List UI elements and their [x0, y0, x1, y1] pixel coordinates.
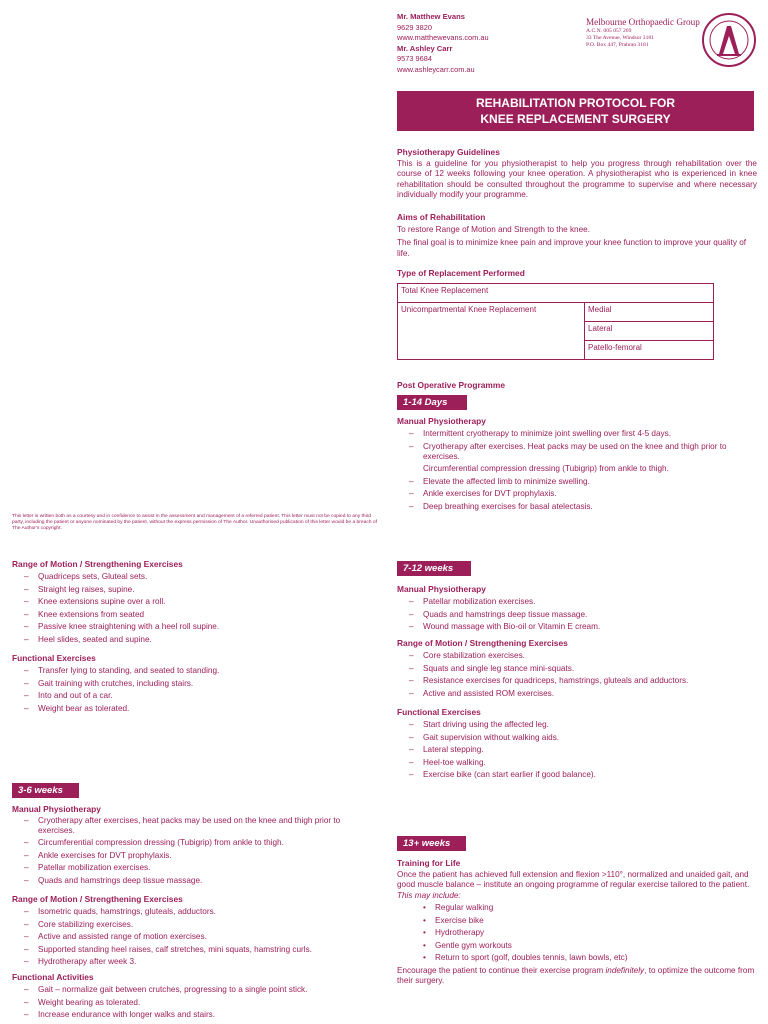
- list-item: – Squats and single leg stance mini-squats.: [397, 663, 759, 676]
- carr-name: Mr. Ashley Carr: [397, 43, 453, 53]
- list-item: – Wound massage with Bio-oil or Vitamin E cream.: [397, 621, 759, 634]
- list-item: – Deep breathing exercises for basal atelectasis.: [397, 501, 759, 514]
- aims-text-2: The final goal is to minimize knee pain and improve your knee function to improve your quality of life.: [397, 238, 747, 258]
- title-line-1: REHABILITATION PROTOCOL FOR: [475, 96, 676, 110]
- phase-7-12-manual-section: [397, 584, 759, 634]
- list-item: – Knee extensions supine over a roll.: [12, 596, 377, 609]
- list-item: – Elevate the affected limb to minimize swelling.: [397, 476, 759, 489]
- list-item: – Core stabilization exercises.: [397, 650, 759, 663]
- list-item: – Resistance exercises for quadriceps, hamstrings, gluteals and adductors.: [397, 675, 759, 688]
- phase-3-6-label: 3-6 weeks: [12, 783, 79, 798]
- lateral-cell[interactable]: Lateral: [585, 322, 714, 341]
- closing-text-end: , to optimize the outcome from their surgery.: [397, 965, 755, 985]
- phase-7-12-rom-heading: Range of Motion / Strengthening Exercises: [397, 638, 568, 648]
- closing-text-start: Encourage the patient to continue their exercise program: [397, 965, 606, 975]
- training-for-life-text: Once the patient has achieved full extension and flexion >110°, normalized and unaided gait, and good muscle balance – institute an ongoing programme of regular exercise tailored to the patient.: [397, 870, 750, 889]
- list-item: – Active and assisted range of motion exercises.: [12, 931, 377, 944]
- post-op-heading: Post Operative Programme: [397, 380, 505, 390]
- disclaimer: This letter is written both as a courtesy and in confidence to assist in the assessment and management of a referred patient. This letter must not be copied to any third party, including the patient or anyone nominated by the patient, without the express permission of The Author. Unauthorised publication of this letter would be a breach of The Author's copyright.: [12, 514, 377, 532]
- title-banner: [397, 91, 754, 131]
- unicompartmental-cell[interactable]: Unicompartmental Knee Replacement: [398, 303, 585, 360]
- group-po-box: P.O. Box 447, Prahran 3181: [586, 42, 649, 48]
- physio-guidelines-heading: Physiotherapy Guidelines: [397, 147, 500, 157]
- list-item: – Active and assisted ROM exercises.: [397, 688, 759, 701]
- list-item: – Core stabilizing exercises.: [12, 919, 377, 932]
- list-item: Circumferential compression dressing (Tubigrip) from ankle to thigh.: [423, 464, 669, 474]
- phase-1-14-rom-heading: Range of Motion / Strengthening Exercises: [12, 559, 183, 569]
- list-item: • Return to sport (golf, doubles tennis, lawn bowls, etc): [397, 952, 759, 965]
- aims-text-1: To restore Range of Motion and Strength to the knee.: [397, 225, 590, 234]
- list-item: – Weight bearing as tolerated.: [12, 997, 377, 1010]
- phase-3-6-manual-heading: Manual Physiotherapy: [12, 804, 101, 814]
- carr-phone: 9573 9684: [397, 54, 432, 63]
- list-item: – Hydrotherapy after week 3.: [12, 956, 377, 969]
- closing-text-emphasis: indefinitely: [605, 965, 645, 975]
- phase-13-label: 13+ weeks: [397, 836, 466, 851]
- phase-7-12-func-heading: Functional Exercises: [397, 707, 481, 717]
- phase-3-6-rom-heading: Range of Motion / Strengthening Exercises: [12, 894, 183, 904]
- list-item: – Straight leg raises, supine.: [12, 584, 377, 597]
- closing-text: [397, 966, 759, 986]
- evans-name: Mr. Matthew Evans: [397, 12, 465, 21]
- list-item: – Heel-toe walking.: [397, 757, 759, 770]
- list-item: – Quadriceps sets, Gluteal sets.: [12, 571, 377, 584]
- physio-guidelines-text: This is a guideline for you physiotherapist to help you progress through rehabilitation over the course of 12 weeks following your knee operation. A physiotherapist who is experienced in knee rehabilitation should be consulted throughout the programme to supervise and where necessary individually modify your programme.: [397, 159, 757, 200]
- list-item: – Cryotherapy after exercises, heat packs may be used on the knee and thigh prior to exercises.: [12, 816, 377, 835]
- list-item: – Start driving using the affected leg.: [397, 719, 759, 732]
- list-item: – Knee extensions from seated: [12, 609, 377, 622]
- group-address: [586, 17, 706, 49]
- evans-website-link[interactable]: www.matthewevans.com.au: [397, 33, 489, 42]
- phase-1-14-rom-section: [12, 559, 377, 647]
- aims-heading: Aims of Rehabilitation: [397, 212, 486, 222]
- list-item: – Intermittent cryotherapy to minimize joint swelling over first 4-5 days.: [397, 428, 759, 441]
- list-item: – Gait supervision without walking aids.: [397, 732, 759, 745]
- phase-1-14-func-section: [12, 653, 377, 715]
- list-item: – Increase endurance with longer walks and stairs.: [12, 1009, 377, 1022]
- patello-femoral-cell[interactable]: Patello-femoral: [585, 341, 714, 360]
- carr-website-link[interactable]: www.ashleycarr.com.au: [397, 64, 475, 74]
- list-item: – Into and out of a car.: [12, 690, 377, 703]
- list-item: – Isometric quads, hamstrings, gluteals, adductors.: [12, 906, 377, 919]
- list-item: – Weight bear as tolerated.: [12, 703, 377, 716]
- list-item: – Gait – normalize gait between crutches, progressing to a single point stick.: [12, 984, 377, 997]
- replacement-table: [397, 283, 714, 360]
- phase-7-12-manual-heading: Manual Physiotherapy: [397, 584, 486, 594]
- list-item: – Passive knee straightening with a heel roll supine.: [12, 621, 377, 634]
- phase-7-12-label: 7-12 weeks: [397, 561, 471, 576]
- list-item: – Supported standing heel raises, calf stretches, mini squats, hamstring curls.: [12, 944, 377, 957]
- phase-1-14-manual-section: [397, 416, 759, 513]
- aims-section: [397, 212, 757, 259]
- training-for-life-heading: Training for Life: [397, 858, 461, 868]
- list-item: – Exercise bike (can start earlier if good balance).: [397, 769, 759, 782]
- list-item: • Hydrotherapy: [397, 927, 759, 940]
- list-item: – Cryotherapy after exercises. Heat packs may be used on the knee and thigh prior to exercises.: [397, 442, 759, 461]
- phase-7-12-rom-section: [397, 638, 759, 700]
- contacts-block: [397, 12, 547, 75]
- list-item: – Quads and hamstrings deep tissue massage.: [397, 609, 759, 622]
- list-item: – Transfer lying to standing, and seated to standing.: [12, 665, 377, 678]
- list-item: – Quads and hamstrings deep tissue massage.: [12, 875, 377, 888]
- total-knee-cell[interactable]: Total Knee Replacement: [398, 284, 714, 303]
- phase-13-section: [397, 858, 759, 986]
- phase-7-12-func-section: [397, 707, 759, 782]
- list-item: – Lateral stepping.: [397, 744, 759, 757]
- list-item: – Patellar mobilization exercises.: [397, 596, 759, 609]
- replacement-heading: Type of Replacement Performed: [397, 268, 525, 278]
- phase-3-6-manual-section: [12, 804, 377, 887]
- phase-3-6-func-heading: Functional Activities: [12, 972, 94, 982]
- list-item: – Heel slides, seated and supine.: [12, 634, 377, 647]
- list-item: • Exercise bike: [397, 915, 759, 928]
- list-item: – Patellar mobilization exercises.: [12, 862, 377, 875]
- list-item: – Gait training with crutches, including stairs.: [12, 678, 377, 691]
- may-include-text: This may include:: [397, 890, 461, 900]
- physio-guidelines-section: [397, 147, 757, 201]
- group-acn: A.C.N. 005 057 269: [586, 28, 632, 34]
- medial-cell[interactable]: Medial: [585, 303, 714, 322]
- list-item: – Ankle exercises for DVT prophylaxis.: [397, 488, 759, 501]
- phase-3-6-func-section: [12, 972, 377, 1022]
- phase-1-14-label: 1-14 Days: [397, 395, 467, 410]
- title-line-2: KNEE REPLACEMENT SURGERY: [480, 112, 671, 126]
- list-item: – Ankle exercises for DVT prophylaxis.: [12, 850, 377, 863]
- group-logo: [701, 12, 757, 68]
- group-name: Melbourne Orthopaedic Group: [586, 17, 700, 27]
- phase-3-6-rom-section: [12, 894, 377, 969]
- phase-1-14-func-heading: Functional Exercises: [12, 653, 96, 663]
- evans-phone: 9629 3820: [397, 22, 432, 32]
- phase-1-14-manual-heading: Manual Physiotherapy: [397, 416, 486, 426]
- list-item: – Circumferential compression dressing (Tubigrip) from ankle to thigh.: [12, 837, 377, 850]
- list-item: • Regular walking: [397, 902, 759, 915]
- group-street: 33 The Avenue, Windsor 3181: [586, 35, 654, 41]
- list-item: • Gentle gym workouts: [397, 940, 759, 953]
